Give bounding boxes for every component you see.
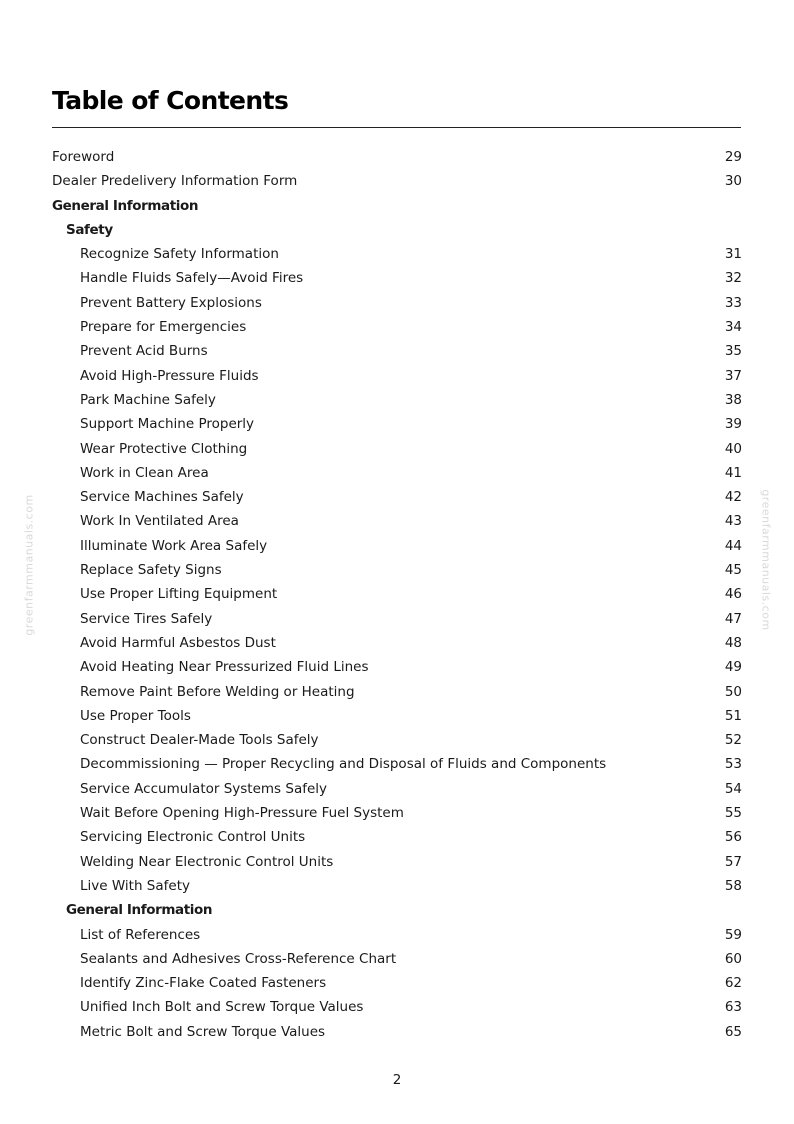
toc-entry[interactable] <box>52 412 742 436</box>
toc-entry[interactable] <box>52 1020 742 1044</box>
toc-entry-page: 42 <box>724 489 742 506</box>
toc-entry[interactable] <box>52 534 742 558</box>
toc-section-heading <box>52 194 742 218</box>
toc-entry[interactable] <box>52 923 742 947</box>
toc-entry-title: Handle Fluids Safely—Avoid Fires <box>80 270 304 287</box>
toc-entry-page: 65 <box>724 1023 742 1040</box>
toc-entry-title: Servicing Electronic Control Units <box>80 829 306 846</box>
toc-entry[interactable] <box>52 607 742 631</box>
watermark-right: greenfarmmanuals.com <box>759 489 773 631</box>
toc-entry-page: 57 <box>724 853 742 870</box>
toc-entry-page: 60 <box>724 950 742 967</box>
toc-entry-page: 29 <box>724 149 742 165</box>
toc-entry-page: 47 <box>724 610 742 627</box>
toc-entry-page: 46 <box>724 586 742 603</box>
toc-entry[interactable] <box>52 558 742 582</box>
toc-entry-page: 54 <box>724 780 742 797</box>
toc-entry-title: Avoid Heating Near Pressurized Fluid Lines <box>80 659 369 676</box>
toc-section-heading <box>52 898 742 922</box>
toc-entry-title: Prevent Acid Burns <box>80 343 208 360</box>
toc-entry-page: 59 <box>724 926 742 943</box>
toc-entry-page: 63 <box>724 999 742 1016</box>
toc-entry[interactable] <box>52 266 742 290</box>
toc-entry-page: 31 <box>724 246 742 263</box>
toc-entry[interactable] <box>52 631 742 655</box>
toc-entry-title: Remove Paint Before Welding or Heating <box>80 683 355 700</box>
toc-entry[interactable] <box>52 752 742 776</box>
toc-entry-title: Live With Safety <box>80 877 190 894</box>
toc-entry-page: 58 <box>724 877 742 894</box>
toc-entry[interactable] <box>52 145 742 169</box>
toc-entry-title: Service Accumulator Systems Safely <box>80 780 328 797</box>
toc-entry-page: 51 <box>724 707 742 724</box>
toc-entry-title: General Information <box>52 197 199 214</box>
toc-entry-title: Wait Before Opening High-Pressure Fuel System <box>80 805 404 822</box>
toc-entry[interactable] <box>52 850 742 874</box>
toc-entry-page: 56 <box>724 829 742 846</box>
toc-entry-title: Foreword <box>52 149 115 165</box>
toc-entry-page: 49 <box>724 659 742 676</box>
toc-entry-title: Metric Bolt and Screw Torque Values <box>80 1023 326 1040</box>
toc-entry-title: Work in Clean Area <box>80 464 209 481</box>
toc-section-heading <box>52 218 742 242</box>
toc-entry-title: List of References <box>80 926 201 943</box>
toc-entry-title: Construct Dealer-Made Tools Safely <box>80 732 319 749</box>
toc-entry[interactable] <box>52 680 742 704</box>
toc-entry-title: Decommissioning — Proper Recycling and Disposal of Fluids and Components <box>80 756 607 773</box>
toc-entry-page: 30 <box>724 173 742 190</box>
title-divider <box>52 127 741 128</box>
toc-entry[interactable] <box>52 655 742 679</box>
toc-entry-title: Park Machine Safely <box>80 391 216 408</box>
toc-entry[interactable] <box>52 874 742 898</box>
toc-entry-title: General Information <box>66 902 213 919</box>
toc-entry-page: 53 <box>724 756 742 773</box>
toc-entry[interactable] <box>52 169 742 193</box>
toc-entry-title: Illuminate Work Area Safely <box>80 537 268 554</box>
toc-entry[interactable] <box>52 437 742 461</box>
toc-entry[interactable] <box>52 947 742 971</box>
toc-entry-title: Support Machine Properly <box>80 416 255 433</box>
toc-entry[interactable] <box>52 777 742 801</box>
toc-entry-page: 39 <box>724 416 742 433</box>
toc-entry[interactable] <box>52 582 742 606</box>
toc-entry-title: Unified Inch Bolt and Screw Torque Values <box>80 999 364 1016</box>
toc-entry-page: 37 <box>724 367 742 384</box>
toc-entry[interactable] <box>52 242 742 266</box>
toc-entry[interactable] <box>52 291 742 315</box>
toc-entry-page: 55 <box>724 805 742 822</box>
toc-entry-title: Identify Zinc-Flake Coated Fasteners <box>80 975 327 992</box>
page-number: 2 <box>392 1072 402 1088</box>
toc-entry-title: Service Machines Safely <box>80 489 244 506</box>
toc-entry[interactable] <box>52 704 742 728</box>
toc-entry-title: Use Proper Lifting Equipment <box>80 586 278 603</box>
toc-entry[interactable] <box>52 995 742 1019</box>
toc-entry-title: Replace Safety Signs <box>80 562 222 579</box>
toc-entry-page: 32 <box>724 270 742 287</box>
toc-entry-page: 33 <box>724 294 742 311</box>
toc-entry-page: 43 <box>724 513 742 530</box>
toc-entry-title: Prevent Battery Explosions <box>80 294 262 311</box>
toc-entry-page: 62 <box>724 975 742 992</box>
toc-entry[interactable] <box>52 461 742 485</box>
toc-entry-page: 40 <box>724 440 742 457</box>
toc-list <box>52 145 742 1044</box>
toc-entry-title: Recognize Safety Information <box>80 246 279 263</box>
toc-entry[interactable] <box>52 825 742 849</box>
toc-entry[interactable] <box>52 388 742 412</box>
toc-entry-page: 45 <box>724 562 742 579</box>
toc-entry-title: Service Tires Safely <box>80 610 213 627</box>
toc-entry-title: Dealer Predelivery Information Form <box>52 173 298 190</box>
toc-entry[interactable] <box>52 364 742 388</box>
toc-entry[interactable] <box>52 509 742 533</box>
toc-entry-page: 52 <box>724 732 742 749</box>
toc-entry[interactable] <box>52 971 742 995</box>
toc-entry-title: Safety <box>66 221 113 238</box>
toc-entry[interactable] <box>52 315 742 339</box>
toc-entry-title: Sealants and Adhesives Cross-Reference Chart <box>80 950 397 967</box>
toc-entry[interactable] <box>52 801 742 825</box>
toc-entry-page: 48 <box>724 634 742 651</box>
toc-entry-page: 38 <box>724 391 742 408</box>
toc-entry-page: 34 <box>724 319 742 336</box>
toc-entry-page: 35 <box>724 343 742 360</box>
toc-entry-page: 41 <box>724 464 742 481</box>
toc-entry-title: Work In Ventilated Area <box>80 513 239 530</box>
toc-entry-page: 50 <box>724 683 742 700</box>
toc-entry-title: Avoid Harmful Asbestos Dust <box>80 634 276 651</box>
toc-entry-title: Welding Near Electronic Control Units <box>80 853 334 870</box>
toc-entry[interactable] <box>52 485 742 509</box>
toc-entry-title: Wear Protective Clothing <box>80 440 248 457</box>
toc-entry-title: Use Proper Tools <box>80 707 191 724</box>
toc-entry-title: Avoid High-Pressure Fluids <box>80 367 259 384</box>
toc-entry-page: 44 <box>724 537 742 554</box>
watermark-left: greenfarmmanuals.com <box>22 494 36 636</box>
page-title: Table of Contents <box>52 86 289 115</box>
toc-entry[interactable] <box>52 339 742 363</box>
toc-entry[interactable] <box>52 728 742 752</box>
toc-entry-title: Prepare for Emergencies <box>80 319 247 336</box>
